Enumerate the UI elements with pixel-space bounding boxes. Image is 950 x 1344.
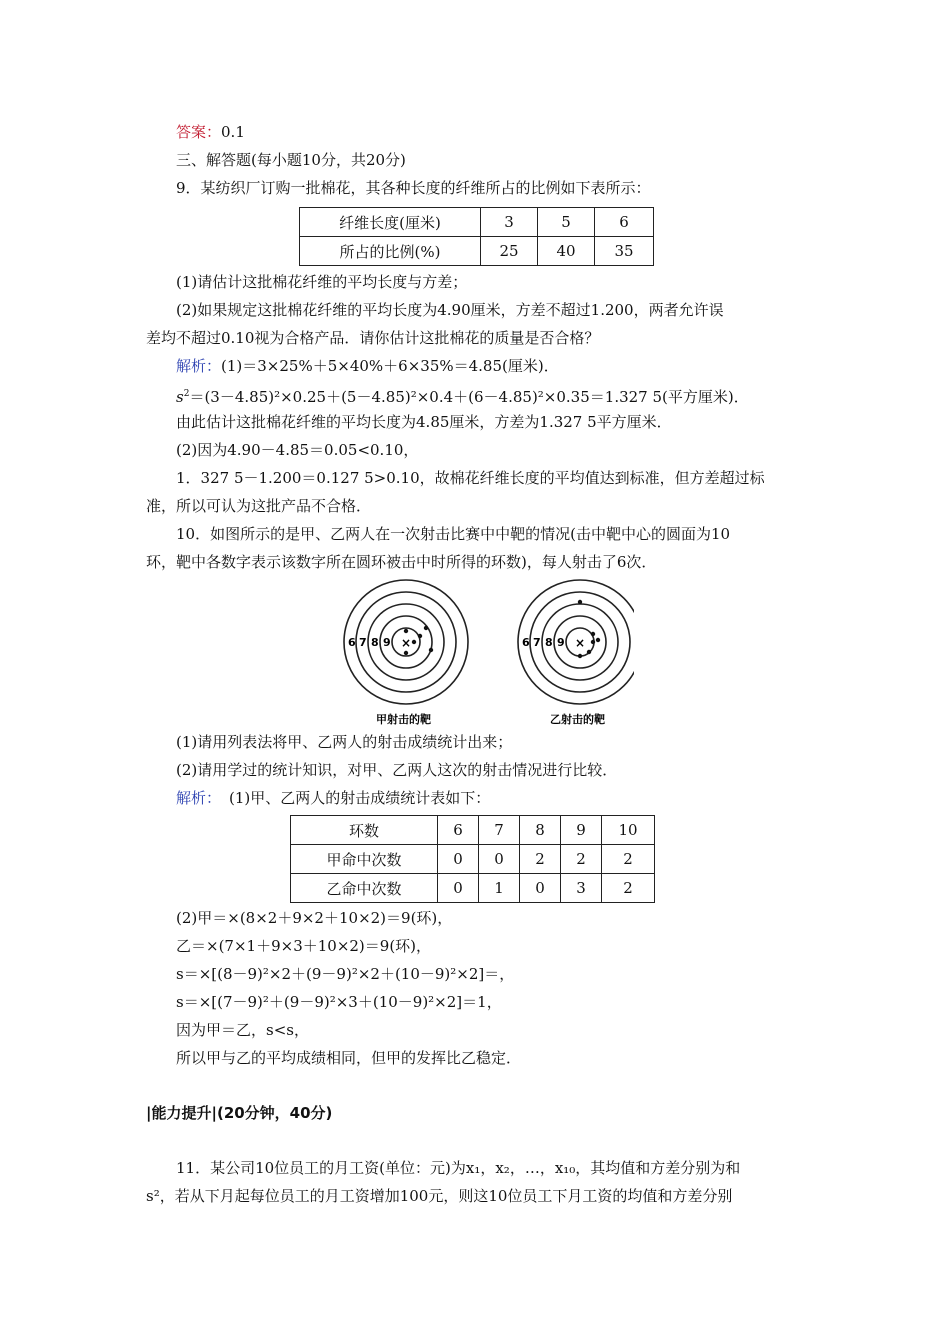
table-cell: 所占的比例(%) bbox=[300, 237, 481, 266]
variance-exponent: 2 bbox=[183, 389, 190, 399]
target-a bbox=[344, 580, 468, 726]
q10-conclusion: 所以甲与乙的平均成绩相同，但甲的发挥比乙稳定． bbox=[176, 1049, 522, 1067]
q10-sub1: (1)请用列表法将甲、乙两人的射击成绩统计出来； bbox=[176, 733, 513, 751]
q9-sub2a: (2)如果规定这批棉花纤维的平均长度为4.90厘米，方差不超过1.200，两者允许误 bbox=[176, 301, 724, 319]
q10-calc-3: s＝×[(8－9)²×2＋(9－9)²×2＋(10－9)²×2]＝， bbox=[176, 965, 515, 983]
q10-calc-1: (2)甲＝×(8×2＋9×2＋10×2)＝9(环)， bbox=[176, 909, 453, 927]
ring-label: 7 bbox=[533, 636, 541, 649]
ring-label: 9 bbox=[557, 636, 565, 649]
table-cell: 9 bbox=[561, 816, 602, 845]
q10-solution-intro bbox=[176, 788, 490, 808]
table-cell: 1 bbox=[479, 874, 520, 903]
table-cell: 环数 bbox=[291, 816, 438, 845]
table-cell: 8 bbox=[520, 816, 561, 845]
q9-solution-6: 准，所以可认为这批产品不合格． bbox=[146, 497, 372, 515]
q11-line-2: s²，若从下月起每位员工的月工资增加100元，则这10位员工下月工资的均值和方差分别 bbox=[146, 1187, 733, 1205]
table-row bbox=[291, 816, 655, 845]
table-cell: 40 bbox=[538, 237, 595, 266]
hit-dot bbox=[578, 654, 582, 658]
q9-stem: 9．某纺织厂订购一批棉花，其各种长度的纤维所占的比例如下表所示： bbox=[176, 179, 651, 197]
q9-solution-2 bbox=[176, 384, 749, 407]
ring-label: 9 bbox=[383, 636, 391, 649]
table-cell: 2 bbox=[520, 845, 561, 874]
target-caption: 甲射击的靶 bbox=[376, 713, 431, 726]
table-cell: 6 bbox=[595, 208, 654, 237]
ring-label: 7 bbox=[359, 636, 367, 649]
targets-figure bbox=[334, 576, 634, 726]
hit-dot bbox=[587, 650, 591, 654]
hit-dot bbox=[418, 634, 422, 638]
q10-calc-4: s＝×[(7－9)²＋(9－9)²×3＋(10－9)²×2]＝1， bbox=[176, 993, 502, 1011]
table-cell: 纤维长度(厘米) bbox=[300, 208, 481, 237]
table-row bbox=[291, 845, 655, 874]
q9-solution-1 bbox=[176, 356, 559, 376]
table-row bbox=[291, 874, 655, 903]
solution-text: ＝(3－4.85)²×0.25＋(5－4.85)²×0.4＋(6－4.85)²×0.35＝1.327 5(平方厘米)． bbox=[189, 388, 749, 406]
solution-label: 解析： bbox=[176, 357, 222, 375]
table-cell: 乙命中次数 bbox=[291, 874, 438, 903]
table-cell: 7 bbox=[479, 816, 520, 845]
ring-label: 6 bbox=[522, 636, 530, 649]
q10-calc-2: 乙＝×(7×1＋9×3＋10×2)＝9(环)， bbox=[176, 937, 432, 955]
hit-dot bbox=[424, 626, 428, 630]
q9-table bbox=[299, 207, 654, 266]
solution-text: (1)甲、乙两人的射击成绩统计表如下： bbox=[229, 789, 491, 807]
q10-calc-5: 因为甲＝乙，s<s， bbox=[176, 1021, 309, 1039]
hit-dot bbox=[591, 632, 595, 636]
q9-solution-5: 1．327 5－1.200＝0.127 5>0.10，故棉花纤维长度的平均值达到标准，但方差超过标 bbox=[176, 469, 765, 487]
solution-label: 解析： bbox=[176, 789, 222, 807]
hit-dot bbox=[596, 638, 600, 642]
table-cell: 6 bbox=[438, 816, 479, 845]
table-cell: 0 bbox=[520, 874, 561, 903]
table-cell: 3 bbox=[481, 208, 538, 237]
center-mark: × bbox=[401, 636, 412, 650]
answer-line bbox=[176, 122, 245, 142]
answer-value: 0.1 bbox=[221, 123, 245, 141]
hit-dot bbox=[591, 640, 595, 644]
table-cell: 5 bbox=[538, 208, 595, 237]
answer-label: 答案： bbox=[176, 123, 222, 141]
table-cell: 2 bbox=[602, 845, 655, 874]
q9-solution-3: 由此估计这批棉花纤维的平均长度为4.85厘米，方差为1.327 5平方厘米． bbox=[176, 413, 672, 431]
table-cell: 10 bbox=[602, 816, 655, 845]
solution-text: (1)＝3×25%＋5×40%＋6×35%＝4.85(厘米)． bbox=[221, 357, 559, 375]
table-cell: 2 bbox=[602, 874, 655, 903]
q10-table bbox=[290, 815, 655, 903]
table-cell: 0 bbox=[438, 845, 479, 874]
hit-dot bbox=[429, 648, 433, 652]
hit-dot bbox=[404, 629, 408, 633]
q9-sub2b: 差均不超过0.10视为合格产品．请你估计这批棉花的质量是否合格？ bbox=[146, 329, 600, 347]
table-cell: 0 bbox=[438, 874, 479, 903]
hit-dot bbox=[404, 651, 408, 655]
q11-line-1: 11．某公司10位员工的月工资(单位：元)为x₁，x₂，…，x₁₀，其均值和方差分别为和 bbox=[176, 1159, 741, 1177]
target-b bbox=[518, 580, 634, 726]
q10-stem-2: 环，靶中各数字表示该数字所在圆环被击中时所得的环数)，每人射击了6次． bbox=[146, 553, 657, 571]
table-cell: 0 bbox=[479, 845, 520, 874]
q9-solution-4: (2)因为4.90－4.85＝0.05<0.10， bbox=[176, 441, 419, 459]
hit-dot bbox=[578, 600, 582, 604]
table-cell: 3 bbox=[561, 874, 602, 903]
table-cell: 35 bbox=[595, 237, 654, 266]
table-cell: 甲命中次数 bbox=[291, 845, 438, 874]
ability-section-heading: |能力提升|(20分钟，40分) bbox=[146, 1104, 333, 1122]
q10-sub2: (2)请用学过的统计知识，对甲、乙两人这次的射击情况进行比较． bbox=[176, 761, 618, 779]
table-row bbox=[300, 237, 654, 266]
table-row bbox=[300, 208, 654, 237]
ring-label: 8 bbox=[545, 636, 553, 649]
q9-sub1: (1)请估计这批棉花纤维的平均长度与方差； bbox=[176, 273, 468, 291]
table-cell: 2 bbox=[561, 845, 602, 874]
table-cell: 25 bbox=[481, 237, 538, 266]
section-heading: 三、解答题(每小题10分，共20分) bbox=[176, 151, 406, 169]
hit-dot bbox=[412, 640, 416, 644]
ring-label: 8 bbox=[371, 636, 379, 649]
center-mark: × bbox=[575, 636, 586, 650]
target-caption: 乙射击的靶 bbox=[550, 713, 605, 726]
ring-label: 6 bbox=[348, 636, 356, 649]
variance-symbol: s bbox=[176, 388, 184, 406]
q10-stem-1: 10．如图所示的是甲、乙两人在一次射击比赛中中靶的情况(击中靶中心的圆面为10 bbox=[176, 525, 731, 543]
